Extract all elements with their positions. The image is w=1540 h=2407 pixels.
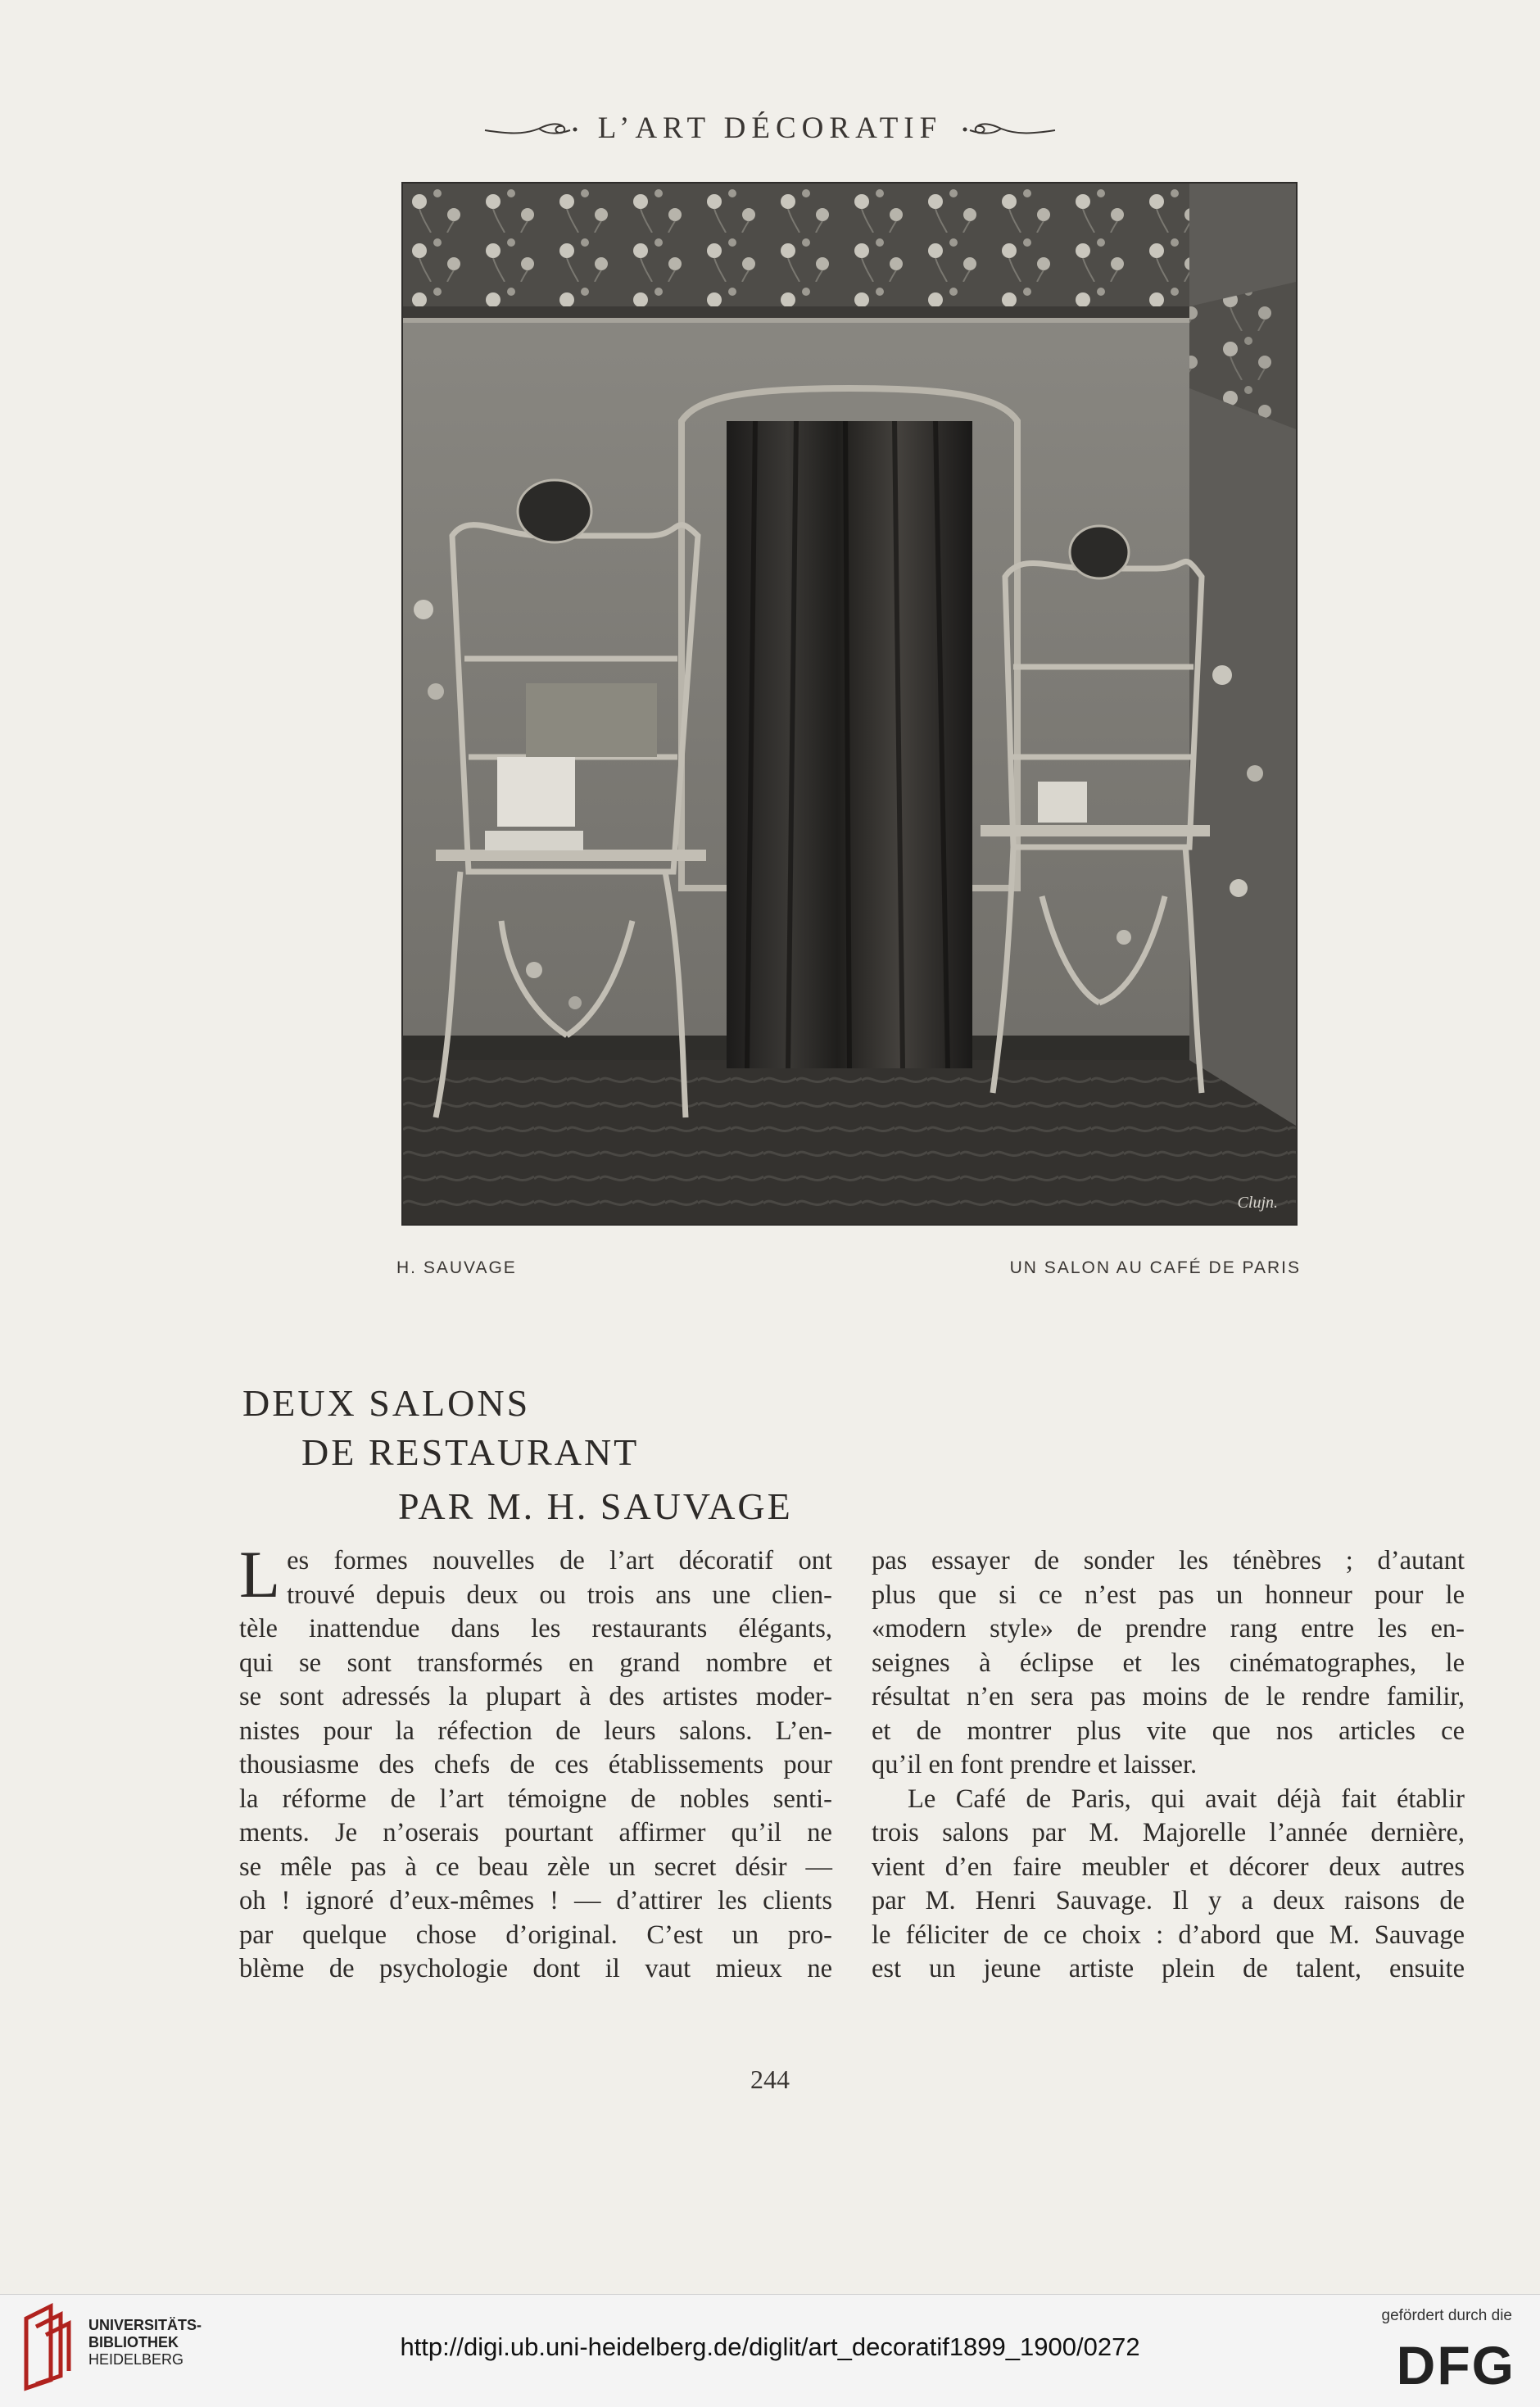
plate-signature: Clujn.	[1237, 1194, 1278, 1212]
source-url-link[interactable]: http://digi.ub.uni-heidelberg.de/diglit/art_decoratif1899_1900/0272	[400, 2332, 1140, 2361]
caption-artist: H. SAUVAGE	[396, 1258, 517, 1277]
article-title-line-3: PAR M. H. SAUVAGE	[398, 1485, 793, 1527]
text-line: nistes pour la réfection de leurs salons. L’en-	[239, 1716, 832, 1746]
text-line: blème de psychologie dont il vaut mieux ne	[239, 1954, 832, 1983]
left-column	[239, 1537, 832, 1987]
dfg-logo: DFG	[1396, 2335, 1515, 2396]
text-line: et de montrer plus vite que nos articles ce	[872, 1716, 1465, 1746]
page-number: 244	[750, 2065, 790, 2094]
article-title-line-2: DE RESTAURANT	[301, 1431, 640, 1473]
text-line: par M. Henri Sauvage. Il y a deux raisons de	[872, 1886, 1465, 1915]
library-line: BIBLIOTHEK	[88, 2334, 179, 2350]
running-header	[0, 111, 1540, 144]
text-line: trois salons par M. Majorelle l’année dernière,	[872, 1818, 1465, 1847]
text-line: thousiasme des chefs de ces établissements pour	[239, 1750, 832, 1779]
text-line: pas essayer de sonder les ténèbres ; d’autant	[872, 1546, 1465, 1575]
text-line: seignes à éclipse et les cinématographes, le	[872, 1648, 1465, 1678]
text-line: qu’il en font prendre et laisser.	[872, 1750, 1198, 1779]
right-flourish-icon	[960, 116, 1058, 140]
funder-text: gefördert durch die	[1381, 2307, 1512, 2324]
text-line: le féliciter de ce choix : d’abord que M. Sauvage	[872, 1920, 1465, 1950]
text-line: Le Café de Paris, qui avait déjà fait établir	[908, 1784, 1465, 1814]
text-line: résultat n’en sera pas moins de le rendre familir,	[872, 1682, 1465, 1711]
left-flourish-icon	[482, 116, 580, 140]
caption-title: UN SALON AU CAFÉ DE PARIS	[1009, 1258, 1301, 1277]
text-line: oh ! ignoré d’eux-mêmes ! — d’attirer les clients	[239, 1886, 832, 1915]
library-line: HEIDELBERG	[88, 2351, 184, 2368]
text-line: «modern style» de prendre rang entre les en-	[872, 1614, 1465, 1643]
interior-photograph	[401, 182, 1298, 1226]
drop-cap: L	[239, 1537, 281, 1611]
text-line: se mêle pas à ce beau zèle un secret désir —	[239, 1852, 832, 1882]
right-column	[872, 1544, 1465, 1987]
text-line: la réforme de l’art témoigne de nobles senti-	[239, 1784, 832, 1814]
text-line: qui se sont transformés en grand nombre et	[239, 1648, 832, 1678]
text-line: trouvé depuis deux ou trois ans une clien-	[287, 1580, 832, 1610]
text-line: es formes nouvelles de l’art décoratif ont	[287, 1546, 832, 1575]
text-line: tèle inattendue dans les restaurants élégants,	[239, 1614, 832, 1643]
text-line: plus que si ce n’est pas un honneur pour le	[872, 1580, 1465, 1610]
text-line: est un jeune artiste plein de talent, ensuite	[872, 1954, 1465, 1983]
running-title: L’ART DÉCORATIF	[597, 111, 943, 145]
text-line: par quelque chose d’original. C’est un pro-	[239, 1920, 832, 1950]
text-line: ments. Je n’oserais pourtant affirmer qu’il ne	[239, 1818, 832, 1847]
article-title-line-1: DEUX SALONS	[242, 1382, 531, 1424]
library-line: UNIVERSITÄTS-	[88, 2317, 202, 2333]
text-line: vient d’en faire meubler et décorer deux autres	[872, 1852, 1465, 1882]
text-line: se sont adressés la plupart à des artistes moder-	[239, 1682, 832, 1711]
